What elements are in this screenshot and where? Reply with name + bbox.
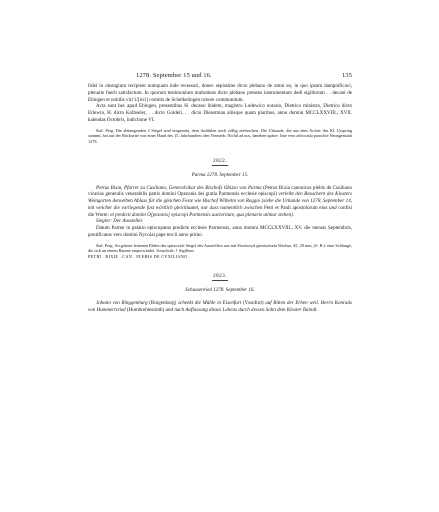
charter-2823-summary: Johann von Ringgenburg (Ringenburg) schenkt die Mühle in Eisenfurt (Yssnfurt) auf Bitten der Erben weil. Herrn Konrads von Hummertsried (Humbrehtesrieth) und nach Auflassung dieses Lehens durch dessen Sohn dem Kloster Baindt. [88, 299, 352, 313]
charter-2821-acta: Acta sunt hec apud Ebingen, presentibus H. decano ibidem, magistro Lodewico notario, Dietrico ministro, Dietrico dicto Erlewin, H. dicto Kolbseler, . . dicto Goldeli, . . dicto Dienstman aliisque quam pluribus, anno domini MCCLXXVIII., XVII. kalendas Octobris, indictione VI. [88, 103, 352, 123]
charter-2821-text: fidei in obstagium recipient numquam inde recessuri, donec sepissime dicto plebano de omni eo, in quo ipsum dampnificavi, plenarie fuerit satisfactum. In quorum testimonium multotiens dicto plebano presens instrumentum dedi sigillorum . . decani de Ebingen et nobilis viri U[rici] comitis de Schelkelingen robore communitum. [88, 83, 352, 103]
charter-2822-datum: Datum Parme in palatio episcopatus predicte ecclesie Parmensis, anno domini MCCLXXVIII., XV. die mensis Septembris, pontificatus vero domini Nycolai pape tercii anno primo. [88, 225, 352, 238]
charter-2821-archive-note: Stal. Perg. Die abhangenden 2 Siegel sind eingenaht, dem Anfühlen nach völlig zerbrochen. Die Urkunde, die aus dem Archiv des Kl. Urspring stammt, hat auf der Rückseite von einer Hand des 15. Jahrhunderts den Vermerk: Nichil ad nos, daneben später: Ime vero advocatia parochie Neungenstatt 1278. [88, 127, 352, 144]
charter-2822-sealer: Siegler: Der Aussteller. [96, 218, 144, 225]
charter-2822-archive-note: Stal. Perg. An grünen leinenen Fäden das spitzovale Siegel des Ausstellers aus mit Eisenoxyd gemischtem Wachse, 45, 29 mm, (S. B.): eine Schlange, die sich an einem Baume emporwindet. Umschrift: † Sigillum [88, 242, 352, 254]
seal-legend: PETRI . BIXIE . CAN . PLEBIS DE CVXILIANO. [88, 253, 189, 259]
charter-2823-number: 2823. [213, 273, 227, 280]
page-number: 135 [341, 72, 352, 79]
charter-2822-number: 2822. [213, 158, 227, 165]
charter-2822-summary: Petrus Bixia, Pfarrer zu Cusiliano, Generalvikar des Bischofs Obizzo von Parma (Petrus Bixia canonicus plebis de Cusiliano vicarius generalis venerabilis patris domini Opezonis dei gratia Parmensis ecclesie episcopi) verleiht den Besuchern des Klosters Weingarten denselben Ablass für die gleichen Feste wie Bischof Wilhelm von Reggio (siehe die Urkunde von 1278, September 14, mit welcher die vorliegende fast wörtlich gleichlautet, nur dass namentlich zwischen Petri et Pauli apostolorum eius und confisi die Worte: et predicti domini O[pezonis] episcopi Parmensis auctoritate, qua plenarie utimur stehen). [88, 184, 353, 218]
page-body [88, 83, 352, 313]
running-title: 1278. September 15 und 16. [136, 72, 212, 79]
charter-2823-place-date: Schussenried 1278. September 16. [185, 287, 255, 294]
charter-2822-place-date: Parma 1278. September 15. [191, 171, 249, 178]
